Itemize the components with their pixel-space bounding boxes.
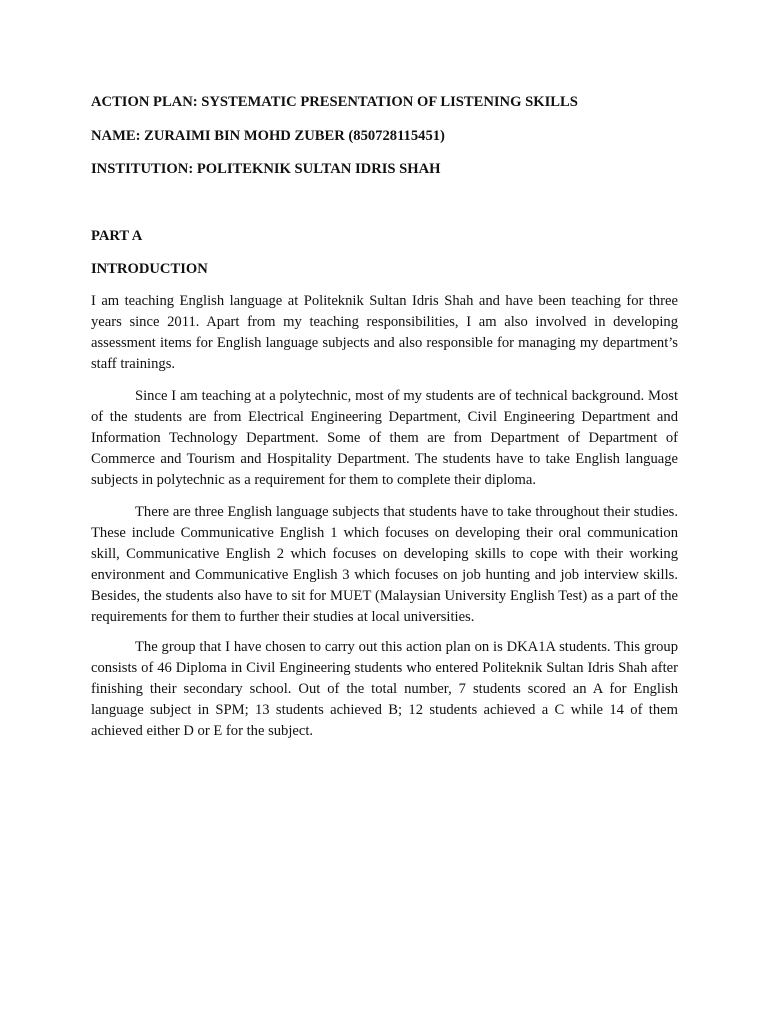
name-line: NAME: ZURAIMI BIN MOHD ZUBER (850728115451) [91, 128, 445, 144]
paragraph-2: Since I am teaching at a polytechnic, most of my students are of technical background. Most of the students are from Electrical Engineering Department, Civil Engineering Department and Information Technology Department. Some of them are from Department of Department of Commerce and Tourism and Hospitality Department. The students have to take English language subjects in polytechnic as a requirement for them to complete their diploma. [91, 388, 678, 488]
paragraph-4: The group that I have chosen to carry out this action plan on is DKA1A students. This group consists of 46 Diploma in Civil Engineering students who entered Politeknik Sultan Idris Shah after finishing their secondary school. Out of the total number, 7 students scored an A for English language subject in SPM; 13 students achieved B; 12 students achieved a C while 14 of them achieved either D or E for the subject. [91, 639, 678, 739]
paragraph-1: I am teaching English language at Politeknik Sultan Idris Shah and have been teaching for three years since 2011. Apart from my teaching responsibilities, I am also involved in developing assessment items for English language subjects and also responsible for managing my department’s staff trainings. [91, 293, 678, 372]
paragraph-3: There are three English language subjects that students have to take throughout their studies. These include Communicative English 1 which focuses on developing their oral communication skill, Communicative English 2 which focuses on developing skills to cope with their working environment and Communicative English 3 which focuses on job hunting and job interview skills. Besides, the students also have to sit for MUET (Malaysian University English Test) as a part of the requirements for them to further their studies at local universities. [91, 504, 678, 625]
part-heading: PART A [91, 228, 143, 244]
document-title: ACTION PLAN: SYSTEMATIC PRESENTATION OF LISTENING SKILLS [91, 94, 578, 110]
section-heading: INTRODUCTION [91, 261, 208, 277]
institution-line: INSTITUTION: POLITEKNIK SULTAN IDRIS SHAH [91, 161, 441, 177]
